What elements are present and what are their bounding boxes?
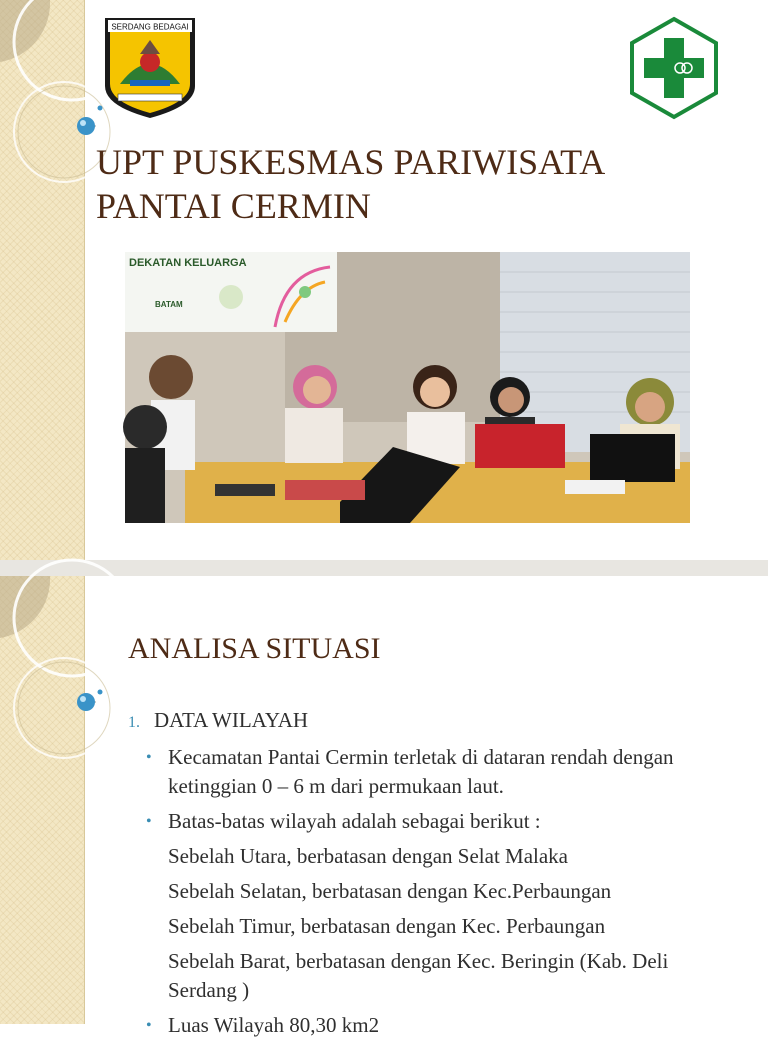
- section-title: ANALISA SITUASI: [128, 632, 381, 665]
- banner-sub-text: BATAM: [155, 300, 183, 309]
- border-line: Sebelah Selatan, berbatasan dengan Kec.Perbaungan: [168, 879, 612, 903]
- item-number: 1.: [128, 714, 140, 731]
- bullet-item: [128, 1011, 728, 1040]
- bullet-icon: •: [146, 749, 152, 766]
- numbered-item: [128, 706, 728, 737]
- blue-dot-icon: [77, 693, 95, 711]
- item-label: DATA WILAYAH: [154, 708, 309, 732]
- bullet-icon: •: [146, 1017, 152, 1034]
- bullet-item: [128, 807, 728, 836]
- title-line-2: PANTAI CERMIN: [96, 186, 371, 226]
- title-line-1: UPT PUSKESMAS PARIWISATA: [96, 142, 606, 182]
- decorative-circles: [0, 0, 84, 560]
- group-photo: [125, 252, 690, 523]
- slide-separator: [0, 560, 768, 576]
- slide-sidebar: [0, 576, 85, 1024]
- slide-content: [128, 706, 728, 1046]
- serdang-bedagai-emblem: [100, 14, 200, 120]
- bullet-text: Batas-batas wilayah adalah sebagai berikut :: [168, 809, 541, 833]
- border-line: Sebelah Barat, berbatasan dengan Kec. Beringin (Kab. Deli Serdang ): [168, 949, 669, 1002]
- decorative-circles: [0, 576, 84, 1024]
- bullet-item: [128, 743, 728, 801]
- emblem-banner-text: SERDANG BEDAGAI: [111, 22, 189, 32]
- border-line: Sebelah Utara, berbatasan dengan Selat Malaka: [168, 844, 568, 868]
- bullet-icon: •: [146, 813, 152, 830]
- slide-2: [0, 576, 768, 1037]
- kemenkes-cross-logo: [628, 16, 720, 120]
- page-title: [96, 140, 736, 228]
- banner-text: DEKATAN KELUARGA: [129, 257, 247, 269]
- bullet-text: Luas Wilayah 80,30 km2: [168, 1013, 380, 1037]
- blue-dot-icon: [77, 117, 95, 135]
- border-line: Sebelah Timur, berbatasan dengan Kec. Perbaungan: [168, 914, 606, 938]
- bullet-text: Kecamatan Pantai Cermin terletak di dataran rendah dengan ketinggian 0 – 6 m dari permukaan laut.: [168, 745, 674, 798]
- slide-sidebar: [0, 0, 85, 560]
